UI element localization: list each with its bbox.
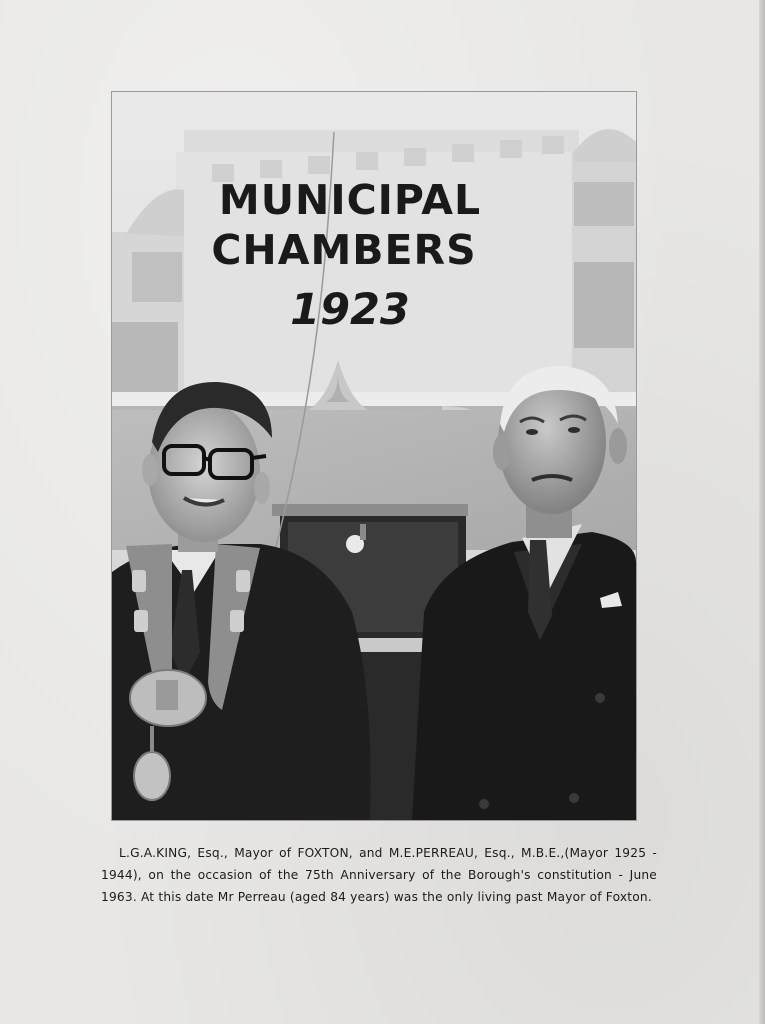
caption-text: L.G.A.KING, Esq., Mayor of FOXTON, and M.E.PERREAU, Esq., M.B.E.,(Mayor 1925 - 1944), on the occasion of the 75th Anniversary of the Borough's constitution - June 1963. At this date Mr Perreau (aged 84 years) was the only living past Mayor of Foxton. xyxy=(101,846,657,904)
photo-caption xyxy=(101,842,657,908)
photograph xyxy=(112,92,636,820)
sign-year: 1923 xyxy=(290,285,410,335)
sign-line-municipal: MUNICIPAL xyxy=(218,176,482,224)
photograph-image xyxy=(112,92,636,820)
sign-line-chambers: CHAMBERS xyxy=(211,226,477,274)
page-edge xyxy=(759,0,765,1024)
